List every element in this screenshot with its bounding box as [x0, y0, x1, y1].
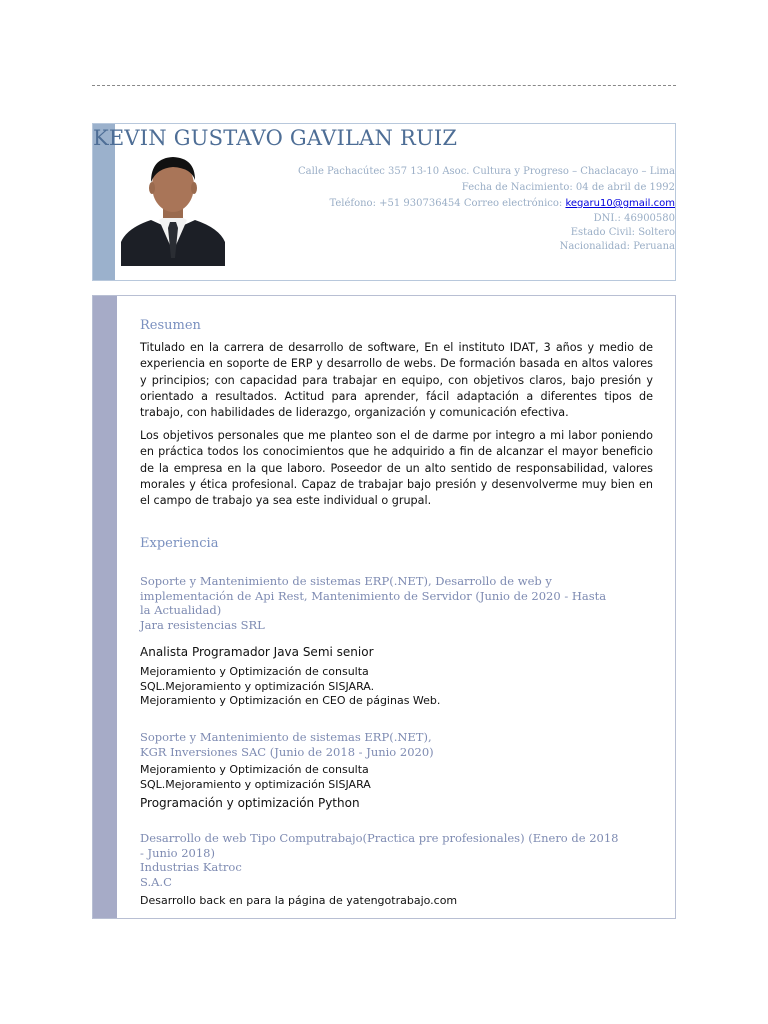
job2-role: Programación y optimización Python	[140, 796, 360, 810]
job1-company: Jara resistencias SRL	[140, 617, 265, 632]
resumen-paragraph-1: Titulado en la carrera de desarrollo de software, En el instituto IDAT, 3 años y medio de experiencia en soporte de ERP y desarrollo de webs. De formación basada en altos valores y principios; con capacidad para trabajar en equipo, con objetivos claros, bajo presión y orientado a resultados. Actitud para aprender, fácil adaptación a diferentes tipos de trabajo, con habilidades de liderazgo, organización y comunicación efectiva.	[140, 341, 653, 420]
nationality: Nacionalidad: Peruana	[559, 241, 675, 252]
main-accent-bar	[93, 296, 117, 918]
top-divider	[92, 85, 676, 86]
dni: DNI.: 46900580	[593, 213, 675, 224]
resumen-heading: Resumen	[140, 318, 201, 333]
job1-details	[140, 665, 440, 709]
job1-title-line1: Soporte y Mantenimiento de sistemas ERP(.NET), Desarrollo de web y	[140, 574, 552, 588]
phone-email-line	[298, 196, 675, 212]
job3-company-line1: Industrias Katroc	[140, 860, 242, 874]
job3-detail-1: Desarrollo back en para la página de yatengotrabajo.com	[140, 894, 458, 907]
header-card	[92, 123, 676, 281]
contact-info	[298, 164, 675, 254]
address: Calle Pachacútec 357 13-10 Asoc. Cultura y Progreso – Chaclacayo – Lima	[297, 166, 675, 177]
job3-company-line2: S.A.C	[140, 874, 172, 889]
job1-title-line2: implementación de Api Rest, Mantenimiento de Servidor (Junio de 2020 - Hasta	[140, 588, 607, 603]
candidate-name: KEVIN GUSTAVO GAVILAN RUIZ	[93, 126, 458, 150]
main-card	[92, 295, 676, 919]
job2-detail-1: Mejoramiento y Optimización de consulta	[140, 763, 369, 776]
job2-details	[140, 763, 371, 792]
job1-title	[140, 574, 653, 632]
experiencia-heading: Experiencia	[140, 536, 219, 551]
job2-detail-2: SQL.Mejoramiento y optimización SISJARA	[140, 777, 371, 791]
job3-title-line1: Desarrollo de web Tipo Computrabajo(Practica pre profesionales) (Enero de 2018	[140, 831, 619, 845]
job1-detail-1: Mejoramiento y Optimización de consulta	[140, 665, 369, 678]
birth-date: Fecha de Nacimiento: 04 de abril de 1992	[461, 182, 675, 193]
resumen-paragraph-2: Los objetivos personales que me planteo son el de darme por integro a mi labor poniendo en práctica todos los conocimientos que he adquirido a fin de alcanzar el mayor beneficio de la empresa en la que laboro. Poseedor de un alto sentido de responsabilidad, valores morales y ética profesional. Capaz de trabajar bajo presión y desenvolverme muy bien en el campo de trabajo ya sea este individual o grupal.	[140, 429, 653, 508]
civil-status: Estado Civil: Soltero	[570, 227, 675, 238]
job2-title-line2: KGR Inversiones SAC (Junio de 2018 - Junio 2020)	[140, 744, 434, 759]
job2-title	[140, 730, 653, 759]
job1-role: Analista Programador Java Semi senior	[140, 645, 374, 659]
job2-title-line1: Soporte y Mantenimiento de sistemas ERP(.NET),	[140, 730, 432, 744]
email-link[interactable]: kegaru10@gmail.com	[565, 198, 675, 209]
job3-title	[140, 831, 653, 889]
job1-title-line3: la Actualidad)	[140, 603, 222, 617]
phone: Teléfono: +51 930736454 Correo electrónico:	[329, 198, 566, 209]
job3-title-line2: - Junio 2018)	[140, 845, 215, 860]
job3-details	[140, 894, 457, 909]
job1-detail-2: SQL.Mejoramiento y optimización SISJARA.	[140, 679, 375, 693]
job1-detail-3: Mejoramiento y Optimización en CEO de páginas Web.	[140, 694, 441, 707]
profile-photo	[121, 150, 225, 266]
